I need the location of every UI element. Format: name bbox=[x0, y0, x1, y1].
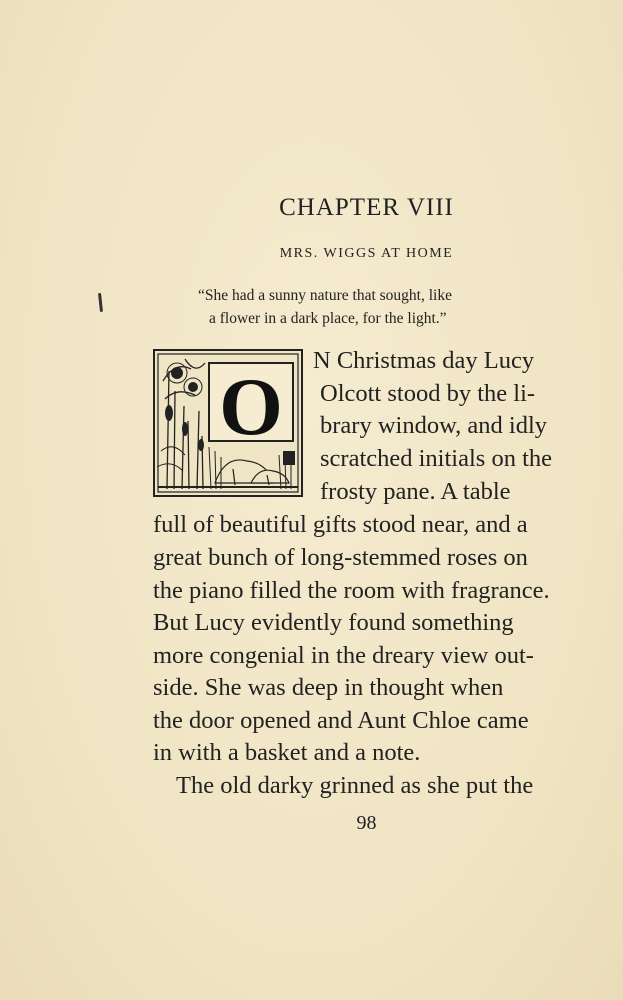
body-line: Olcott stood by the li- bbox=[320, 380, 536, 407]
drop-cap-letter-box bbox=[208, 361, 294, 452]
chapter-subtitle: MRS. WIGGS AT HOME bbox=[279, 246, 454, 261]
body-line: the door opened and Aunt Chloe came bbox=[153, 707, 529, 734]
body-line: The old darky grinned as she put the bbox=[176, 772, 534, 799]
margin-mark bbox=[98, 293, 103, 312]
body-line: the piano filled the room with fragrance. bbox=[153, 577, 550, 604]
body-line: brary window, and idly bbox=[320, 412, 548, 439]
drop-cap-letter: O bbox=[219, 361, 283, 452]
epigraph-line-2: a flower in a dark place, for the light.” bbox=[209, 310, 447, 327]
epigraph-line-1: “She had a sunny nature that sought, like bbox=[198, 287, 452, 304]
body-line: great bunch of long-stemmed roses on bbox=[153, 544, 528, 571]
body-line: scratched initials on the bbox=[320, 445, 552, 472]
body-line: frosty pane. A table bbox=[320, 478, 511, 505]
page-number: 98 bbox=[356, 812, 377, 834]
body-line: in with a basket and a note. bbox=[153, 739, 421, 766]
chapter-title: CHAPTER VIII bbox=[279, 194, 454, 221]
body-line: more congenial in the dreary view out- bbox=[153, 642, 534, 669]
body-line: full of beautiful gifts stood near, and a bbox=[153, 511, 528, 538]
body-line: N Christmas day Lucy bbox=[313, 347, 535, 374]
body-line: side. She was deep in thought when bbox=[153, 674, 504, 701]
body-line: But Lucy evidently found something bbox=[153, 609, 514, 636]
